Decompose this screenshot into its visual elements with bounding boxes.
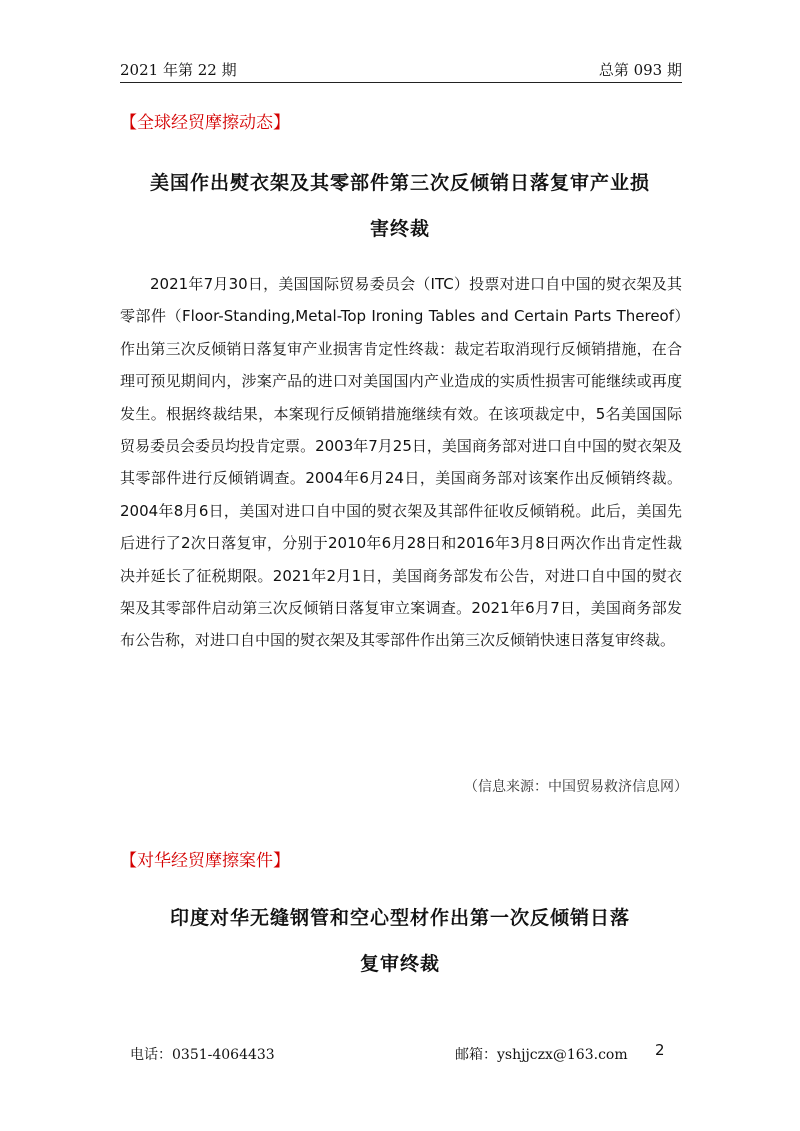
total-issue-number: 总第 093 期 xyxy=(598,61,682,79)
section-tag-china-trade-cases: 【对华经贸摩擦案件】 xyxy=(120,851,290,871)
page-number: 2 xyxy=(655,1041,665,1059)
footer-email: 邮箱：yshjjczx@163.com xyxy=(455,1047,628,1063)
body-paragraph: 2021年7月30日，美国国际贸易委员会（ITC）投票对进口自中国的熨衣架及其零部件（Floor-Standing,Metal-Top Ironing Tables and Certain Parts Thereof）作出第三次反倾销日落复审产业损害肯定性终裁：裁定若取消现行反倾销措施，在合理可预见期间内，涉案产品的进口对美国国内产业造成的实质性损害可能继续或再度发生。根据终裁结果，本案现行反倾销措施继续有效。在该项裁定中，5名美国国际贸易委员会委员均投肯定票。2003年7月25日，美国商务部对进口自中国的熨衣架及其零部件进行反倾销调查。2004年6月24日，美国商务部对该案作出反倾销终裁。2004年8月6日，美国对进口自中国的熨衣架及其部件征收反倾销税。此后，美国先后进行了2次日落复审，分别于2010年6月28日和2016年3月8日两次作出肯定性裁决并延长了征税期限。2021年2月1日，美国商务部发布公告，对进口自中国的熨衣架及其零部件启动第三次反倾销日落复审立案调查。2021年6月7日，美国商务部发布公告称，对进口自中国的熨衣架及其零部件作出第三次反倾销快速日落复审终裁。 xyxy=(120,275,682,650)
article-body xyxy=(120,268,682,657)
article-title-ironing-tables xyxy=(110,160,690,252)
title-line: 复审终裁 xyxy=(359,953,440,975)
article-title-seamless-tubes xyxy=(110,895,690,987)
title-line: 印度对华无缝钢管和空心型材作出第一次反倾销日落 xyxy=(169,907,630,929)
footer-phone: 电话：0351-4064433 xyxy=(130,1047,275,1063)
page-header xyxy=(120,56,682,83)
title-line: 害终裁 xyxy=(369,218,430,240)
section-tag-global-trade-friction: 【全球经贸摩擦动态】 xyxy=(120,113,290,133)
issue-number: 2021 年第 22 期 xyxy=(120,61,237,79)
title-line: 美国作出熨衣架及其零部件第三次反倾销日落复审产业损 xyxy=(149,172,650,194)
info-source: （信息来源：中国贸易救济信息网） xyxy=(464,779,688,795)
